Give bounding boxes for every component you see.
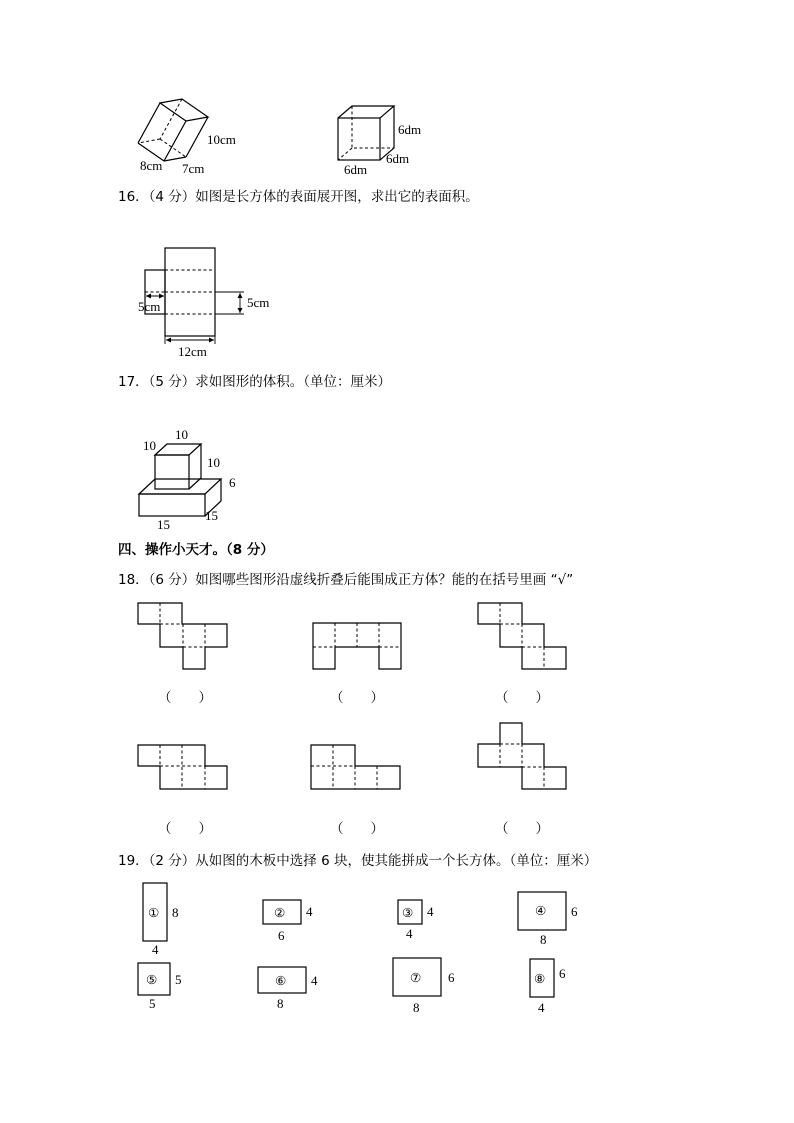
cube-figure [330,100,450,180]
stacked-solid-figure [135,425,245,535]
board-4-bottom: 8 [540,932,547,947]
board-8-mark: ⑧ [534,971,546,986]
question-19-text: 19．（2 分）从如图的木板中选择 6 块，使其能拼成一个长方体。（单位：厘米） [118,853,598,869]
board-5-mark: ⑤ [146,972,158,987]
board-1-bottom: 4 [152,942,159,957]
base-label-width: 15 [157,517,170,532]
board-8 [527,956,587,1018]
board-4-mark: ④ [535,903,547,918]
net-label-left: 5cm [138,299,161,314]
question-16-text: 16．（4 分）如图是长方体的表面展开图，求出它的表面积。 [118,189,479,205]
question-18-text: 18．（6 分）如图哪些图形沿虚线折叠后能围成正方体？能的在括号里画 “√” [118,572,574,588]
board-6 [255,964,335,1014]
prism-label-height: 10cm [207,132,236,147]
board-3-mark: ③ [402,905,414,920]
cube-net-4 [135,742,235,797]
net-figure [130,240,290,365]
board-6-side: 4 [311,973,318,988]
net-label-right: 5cm [247,295,270,310]
board-3-side: 4 [427,904,434,919]
answer-bracket-5[interactable]: （ ） [330,821,384,837]
cube-label-depth: 6dm [386,151,410,166]
answer-bracket-6[interactable]: （ ） [495,821,549,837]
board-1-mark: ① [148,905,160,920]
cube-label-c: 10 [207,455,220,470]
cube-label-a: 10 [143,438,156,453]
board-7-mark: ⑦ [410,970,422,985]
board-5-bottom: 5 [149,996,156,1011]
base-label-depth: 15 [205,508,218,523]
board-2-bottom: 6 [278,928,285,943]
question-17-text: 17．（5 分）求如图形的体积。（单位：厘米） [118,374,392,390]
board-2-mark: ② [274,905,286,920]
board-2-side: 4 [306,904,313,919]
board-7-side: 6 [448,970,455,985]
answer-bracket-2[interactable]: （ ） [330,690,384,706]
board-6-mark: ⑥ [275,973,287,988]
board-4-side: 6 [571,904,578,919]
cube-net-3 [475,600,575,675]
net-label-bottom: 12cm [178,344,207,359]
prism-figure [130,95,270,180]
cube-net-1 [135,600,235,675]
cube-label-height: 6dm [398,122,422,137]
board-5-side: 5 [175,972,182,987]
board-3-bottom: 4 [406,926,413,941]
board-7 [390,955,470,1017]
cube-net-2 [310,620,410,675]
section-4-heading: 四、操作小天才。（8 分） [118,542,274,558]
board-4 [515,889,595,949]
prism-label-width: 7cm [182,161,205,176]
board-3 [395,897,455,947]
answer-bracket-4[interactable]: （ ） [158,821,212,837]
board-1-side: 8 [172,905,179,920]
board-8-side: 6 [559,966,566,981]
board-1 [140,880,200,960]
cube-net-5 [308,742,408,797]
cube-label-length: 6dm [344,162,368,177]
board-2 [260,897,330,947]
answer-bracket-1[interactable]: （ ） [158,690,212,706]
board-6-bottom: 8 [277,996,284,1011]
answer-bracket-3[interactable]: （ ） [495,690,549,706]
prism-label-length: 8cm [140,158,163,173]
base-label-height: 6 [229,475,236,490]
board-7-bottom: 8 [413,1000,420,1015]
board-8-bottom: 4 [538,1000,545,1015]
cube-label-b: 10 [175,427,188,442]
board-5 [135,960,195,1015]
cube-net-6 [475,720,575,795]
